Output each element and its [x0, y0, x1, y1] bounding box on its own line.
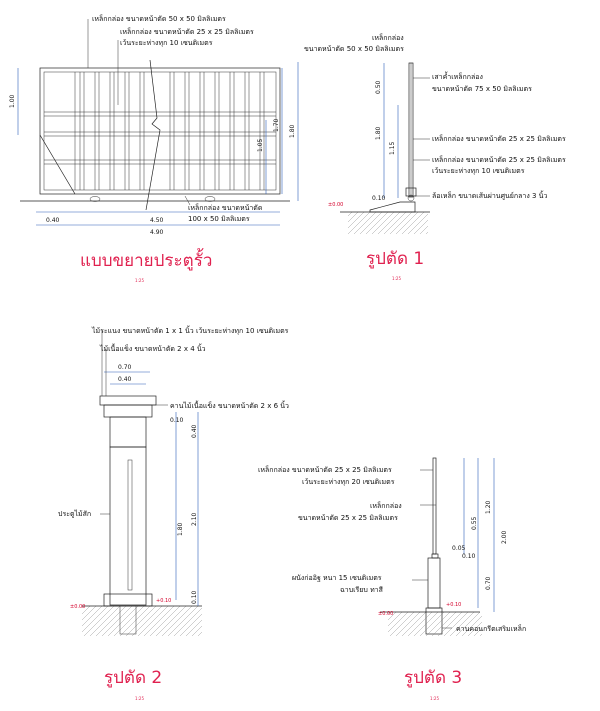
s3-wall: [428, 558, 440, 608]
s1-dim-a: 0.50: [375, 80, 382, 94]
s2-plus: +0.10: [156, 598, 172, 604]
label-bottom-a: เหล็กกล่อง ขนาดหน้าตัด: [188, 204, 263, 212]
s2-door-label: ประตูไม้สัก: [58, 510, 92, 518]
s3-wall-b: ฉาบเรียบ ทาสี: [340, 586, 383, 594]
s1-rail: เหล็กกล่อง ขนาดหน้าตัด 25 x 25 มิลลิเมตร: [432, 135, 566, 143]
s2-level: ±0.00: [70, 604, 86, 610]
scale-s2: 1:25: [135, 696, 144, 701]
s3-beam-label: คานคอนกรีตเสริมเหล็ก: [456, 625, 527, 633]
s2-w1: 0.70: [118, 364, 132, 371]
s2-batten: ไม้ระแนง ขนาดหน้าตัด 1 x 1 นิ้ว เว้นระยะห่างทุก 10 เซนติเมตร: [92, 327, 289, 335]
s2-b: 0.40: [191, 424, 198, 438]
s1-bars-a: เหล็กกล่อง ขนาดหน้าตัด 25 x 25 มิลลิเมตร: [432, 156, 566, 164]
title-gate: แบบขยายประตูรั้ว: [80, 251, 213, 271]
scale-s1: 1:25: [392, 276, 401, 281]
label-top-rail: เหล็กกล่อง ขนาดหน้าตัด 50 x 50 มิลลิเมตร: [92, 15, 226, 23]
dim-w2: 4.50: [150, 217, 164, 224]
s1-wheel: ล้อเหล็ก ขนาดเส้นผ่านศูนย์กลาง 3 นิ้ว: [432, 192, 548, 200]
s2-top-wood: ไม้เนื้อแข็ง ขนาดหน้าตัด 2 x 4 นิ้ว: [100, 345, 206, 353]
s1-post-a: เสาค้ำเหล็กกล่อง: [432, 73, 483, 81]
s1-level: ±0.00: [328, 202, 344, 208]
s1-post-b: ขนาดหน้าตัด 75 x 50 มิลลิเมตร: [432, 85, 532, 93]
label-bars-a: เหล็กกล่อง ขนาดหน้าตัด 25 x 25 มิลลิเมตร: [120, 28, 254, 36]
section-1: [304, 33, 566, 281]
s3-plus: +0.10: [446, 602, 462, 608]
s3-bars-a: เหล็กกล่อง ขนาดหน้าตัด 25 x 25 มิลลิเมตร: [258, 466, 392, 474]
dim-r1: 1.70: [273, 118, 280, 132]
s2-w2: 0.40: [118, 376, 132, 383]
s2-a: 0.10: [170, 417, 184, 424]
s1-bars-b: เว้นระยะห่างทุก 10 เซนติเมตร: [432, 167, 525, 175]
s3-c: 0.05: [452, 545, 466, 552]
s1-dim-b: 1.80: [375, 126, 382, 140]
s2-d: 2.10: [191, 512, 198, 526]
title-s1: รูปตัด 1: [366, 249, 425, 269]
s3-b: 0.55: [471, 516, 478, 530]
dim-r2: 1.80: [289, 124, 296, 138]
s1-dim-c: 1.15: [389, 141, 396, 155]
dim-left: 1.00: [9, 94, 16, 108]
s3-level: ±0.00: [378, 611, 394, 617]
title-s2: รูปตัด 2: [104, 668, 163, 688]
s2-beam: คานไม้เนื้อแข็ง ขนาดหน้าตัด 2 x 6 นิ้ว: [170, 402, 289, 410]
dim-total: 4.90: [150, 229, 164, 236]
s1-top-a: เหล็กกล่อง: [372, 34, 404, 42]
dim-w1: 0.40: [46, 217, 60, 224]
s1-dim-d: 0.10: [372, 195, 386, 202]
s2-e: 0.10: [191, 590, 198, 604]
s2-c: 1.80: [177, 522, 184, 536]
s3-d: 0.10: [462, 553, 476, 560]
s3-e: 0.70: [485, 576, 492, 590]
label-bars-b: เว้นระยะห่างทุก 10 เซนติเมตร: [120, 39, 213, 47]
s3-rail-a: เหล็กกล่อง: [370, 502, 402, 510]
s3-rail-b: ขนาดหน้าตัด 25 x 25 มิลลิเมตร: [298, 514, 398, 522]
s3-bars: [433, 458, 436, 554]
gate-elevation: [9, 14, 298, 283]
scale-gate: 1:25: [135, 278, 144, 283]
title-s3: รูปตัด 3: [404, 668, 463, 688]
label-bottom-b: 100 x 50 มิลลิเมตร: [188, 215, 250, 223]
section-3: [258, 458, 526, 701]
s3-a: 1.20: [485, 500, 492, 514]
s3-bars-b: เว้นระยะห่างทุก 20 เซนติเมตร: [302, 478, 395, 486]
scale-s3: 1:25: [430, 696, 439, 701]
s1-top-b: ขนาดหน้าตัด 50 x 50 มิลลิเมตร: [304, 45, 404, 53]
s3-wall-a: ผนังก่ออิฐ หนา 15 เซนติเมตร: [292, 574, 382, 582]
s3-total: 2.00: [501, 530, 508, 544]
section-2: [58, 324, 289, 701]
dim-mid: 1.05: [257, 138, 264, 152]
